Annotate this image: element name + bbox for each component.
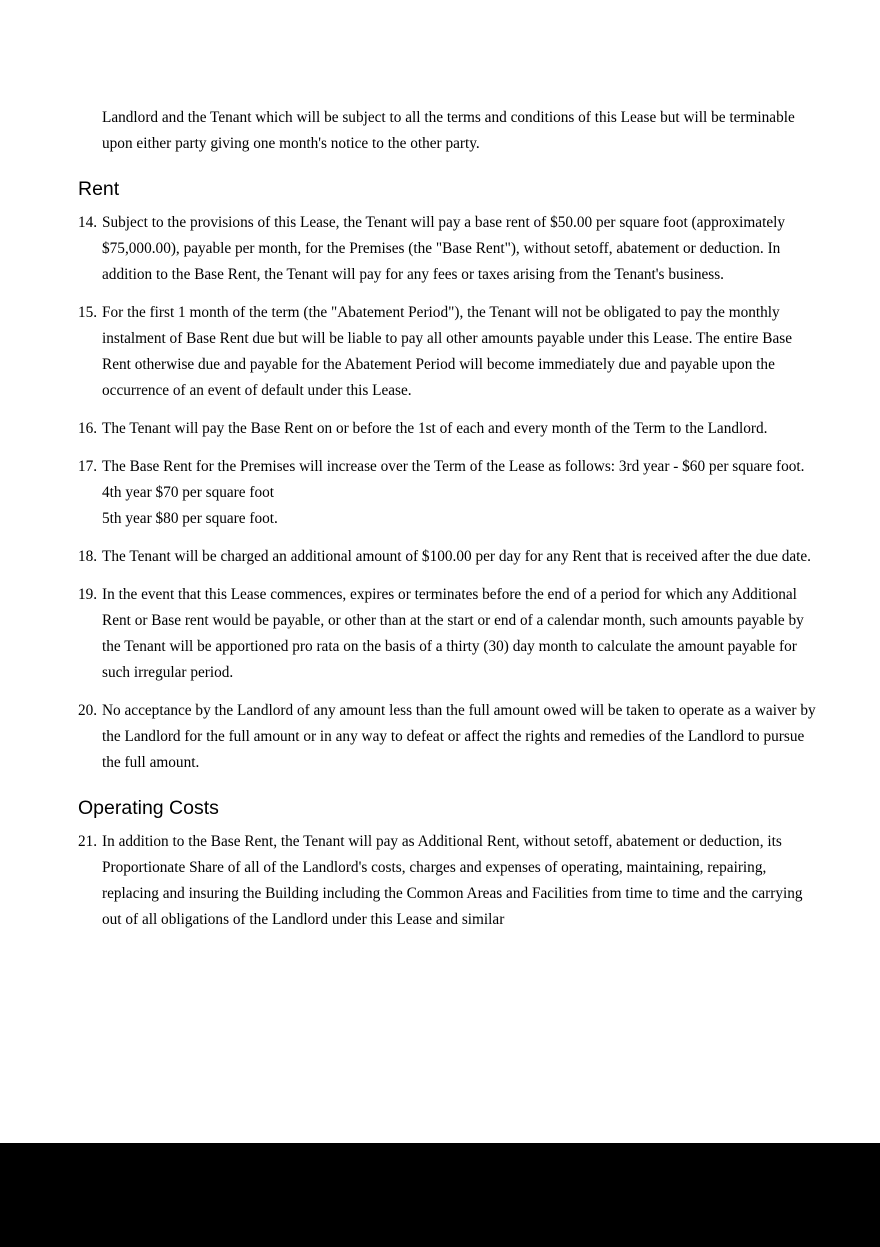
list-item [78,416,818,442]
list-item [78,454,818,532]
clause-number: 17. [78,458,98,475]
clause-extra-line: 5th year $80 per square foot. [102,510,278,527]
clause-text: In addition to the Base Rent, the Tenant will pay as Additional Rent, without setoff, abatement or deduction, its Proportionate Share of all of the Landlord's costs, charges and expenses of operating, maintaining, repairing, replacing and insuring the Building including the Common Areas and Facilities from time to time and the carrying out of all obligations of the Landlord under this Lease and similar [102,833,803,928]
clause-text: The Tenant will be charged an additional amount of $100.00 per day for any Rent that is received after the due date. [102,548,811,565]
document-body [78,105,818,945]
clause-number: 20. [78,702,98,719]
clause-number: 15. [78,304,98,321]
clause-text: Subject to the provisions of this Lease, the Tenant will pay a base rent of $50.00 per square foot (approximately $75,000.00), payable per month, for the Premises (the "Base Rent"), without setoff, abatement or deduction. In addition to the Base Rent, the Tenant will pay for any fees or taxes arising from the Tenant's business. [102,214,786,283]
section-heading-rent: Rent [78,178,120,200]
clause-number: 14. [78,214,98,231]
clause-text: The Base Rent for the Premises will increase over the Term of the Lease as follows: 3rd year - $60 per square foot. [102,458,805,475]
clause-list-rent [78,210,818,776]
list-item [78,210,818,288]
clause-number: 19. [78,586,98,603]
continued-paragraph: Landlord and the Tenant which will be subject to all the terms and conditions of this Lease but will be terminable upon either party giving one month's notice to the other party. [102,109,795,152]
clause-text: For the first 1 month of the term (the "Abatement Period"), the Tenant will not be obligated to pay the monthly instalment of Base Rent due but will be liable to pay all other amounts payable under this Lease. The entire Base Rent otherwise due and payable for the Abatement Period will become immediately due and payable upon the occurrence of an event of default under this Lease. [102,304,793,399]
clause-number: 21. [78,833,98,850]
list-item [78,582,818,686]
list-item [78,300,818,404]
clause-list-operating-costs [78,829,818,933]
clause-text: The Tenant will pay the Base Rent on or before the 1st of each and every month of the Term to the Landlord. [102,420,768,437]
clause-text: In the event that this Lease commences, expires or terminates before the end of a period for which any Additional Rent or Base rent would be payable, or other than at the start or end of a calendar month, such amounts payable by the Tenant will be apportioned pro rata on the basis of a thirty (30) day month to calculate the amount payable for such irregular period. [102,586,804,681]
section-heading-operating-costs: Operating Costs [78,797,219,819]
clause-extra-line: 4th year $70 per square foot [102,484,275,501]
page-bottom-bar [0,1143,880,1247]
clause-number: 18. [78,548,98,565]
list-item [78,544,818,570]
clause-number: 16. [78,420,98,437]
clause-text: No acceptance by the Landlord of any amount less than the full amount owed will be taken to operate as a waiver by the Landlord for the full amount or in any way to defeat or affect the rights and remedies of the Landlord to pursue the full amount. [102,702,816,771]
list-item [78,698,818,776]
list-item [78,829,818,933]
